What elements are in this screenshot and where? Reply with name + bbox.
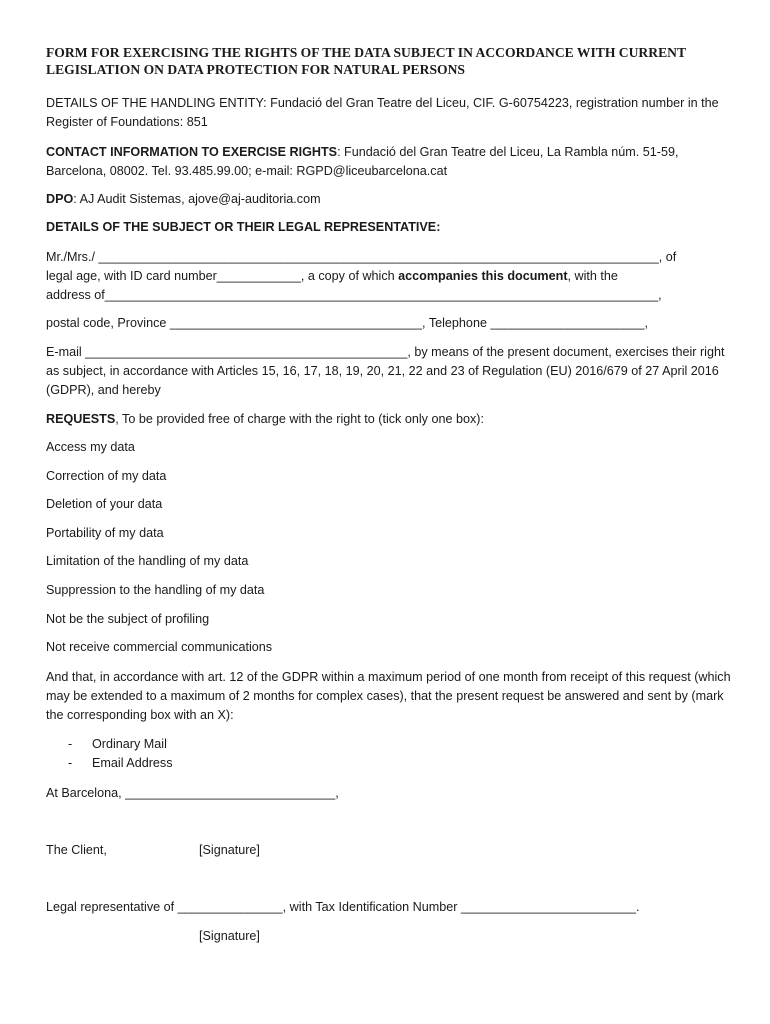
option-no-commercial[interactable]: Not receive commercial communications (46, 640, 273, 655)
contact-text: : Fundació del Gran Teatre del Liceu, La Rambla núm. 51-59, Barcelona, 08002. Tel. 93.485.99.00; e-mail: RGPD@liceubarcelona.cat (46, 145, 679, 178)
subject-id-text: legal age, with ID card number____________, a copy of which (46, 269, 399, 283)
option-suppression[interactable]: Suppression to the handling of my data (46, 582, 265, 597)
subject-accompanies-text: accompanies this document (398, 269, 568, 283)
subject-heading: DETAILS OF THE SUBJECT OR THEIR LEGAL REPRESENTATIVE: (46, 220, 441, 234)
requests-paragraph (46, 410, 736, 429)
subject-id-end: , with the (567, 269, 618, 283)
delivery-ordinary-mail-label: Ordinary Mail (92, 737, 167, 751)
option-correction[interactable]: Correction of my data (46, 468, 167, 483)
handling-entity-paragraph: DETAILS OF THE HANDLING ENTITY: Fundació del Gran Teatre del Liceu, CIF. G-60754223, registration number in the Register of Foundations: 851 (46, 96, 719, 129)
delivery-ordinary-mail[interactable] (68, 735, 167, 754)
client-signature-placeholder: [Signature] (199, 843, 260, 857)
option-portability[interactable]: Portability of my data (46, 525, 164, 540)
delivery-email-address[interactable] (68, 754, 173, 773)
email-paragraph: E-mail ______________________________________________, by means of the present document, exercises their right as subject, in accordance with Articles 15, 16, 17, 18, 19, 20, 21, 22 and 23 of Regulation (EU) 2016/679 of 27 April 2016 (GDPR), and hereby (46, 345, 725, 397)
option-access[interactable]: Access my data (46, 440, 135, 454)
subject-address-line: address of_______________________________________________________________________________, (46, 288, 662, 302)
list-dash: - (68, 737, 73, 751)
dpo-text: : AJ Audit Sistemas, ajove@aj-auditoria.com (73, 192, 321, 206)
subject-id-line (46, 267, 736, 286)
option-deletion[interactable]: Deletion of your data (46, 497, 163, 512)
option-no-profiling[interactable]: Not be the subject of profiling (46, 611, 210, 626)
legal-rep-signature-placeholder: [Signature] (199, 929, 260, 943)
list-dash: - (68, 756, 73, 770)
subject-name-line: Mr./Mrs./ ________________________________________________________________________________, of (46, 250, 677, 264)
postal-line: postal code, Province ____________________________________, Telephone ______________________, (46, 316, 649, 330)
dpo-label: DPO (46, 192, 74, 206)
option-limitation[interactable]: Limitation of the handling of my data (46, 554, 249, 569)
requests-label: REQUESTS (46, 412, 116, 426)
gdpr-paragraph: And that, in accordance with art. 12 of the GDPR within a maximum period of one month from receipt of this request (which may be extended to a maximum of 2 months for complex cases), that the present request be answered and sent by (mark the corresponding box with an X): (46, 670, 731, 722)
legal-representative-line: Legal representative of _______________, with Tax Identification Number _________________________. (46, 900, 640, 914)
rights-options-list (46, 438, 736, 667)
dpo-paragraph (46, 190, 736, 209)
client-label: The Client, (46, 843, 107, 857)
at-barcelona-line: At Barcelona, ______________________________, (46, 786, 339, 800)
client-signature-line (46, 841, 736, 860)
subject-paragraph (46, 248, 736, 305)
contact-label: CONTACT INFORMATION TO EXERCISE RIGHTS (46, 145, 338, 159)
delivery-email-address-label: Email Address (92, 756, 173, 770)
form-title: FORM FOR EXERCISING THE RIGHTS OF THE DATA SUBJECT IN ACCORDANCE WITH CURRENT LEGISLATION ON DATA PROTECTION FOR NATURAL PERSONS (46, 45, 686, 77)
contact-paragraph (46, 143, 736, 181)
requests-text: , To be provided free of charge with the right to (tick only one box): (115, 412, 484, 426)
